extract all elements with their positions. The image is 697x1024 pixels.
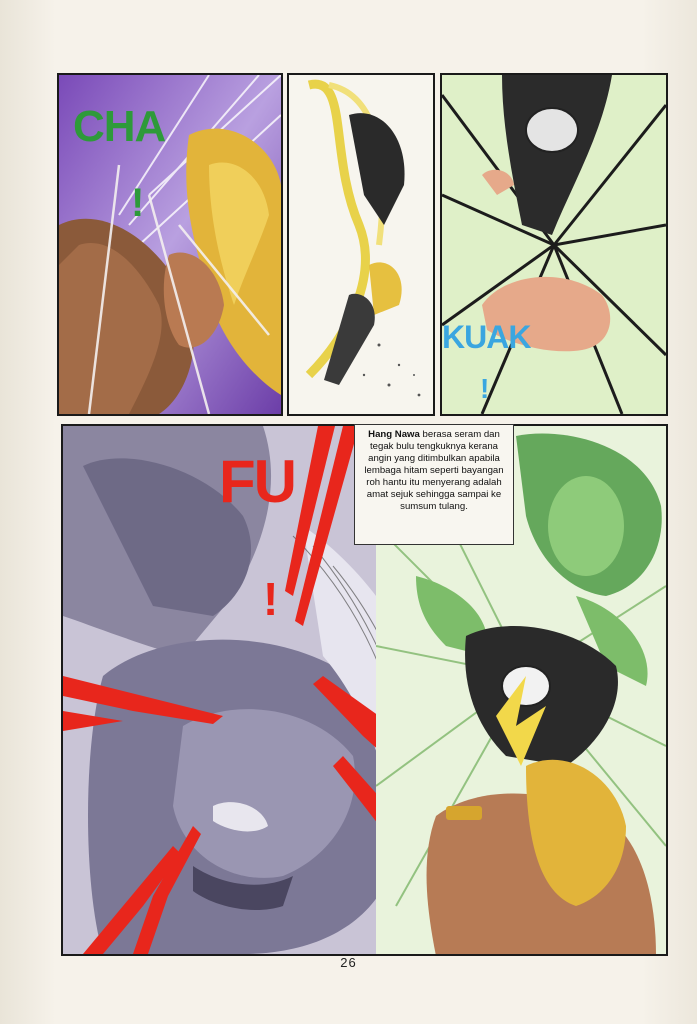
panel-3-art — [442, 75, 666, 414]
panel-1 — [57, 73, 283, 416]
sfx-fu-exclaim: ! — [263, 573, 279, 625]
sfx-fu: FU — [219, 448, 295, 515]
caption-speaker: Hang Nawa — [368, 429, 420, 440]
panel-2-art — [289, 75, 433, 414]
panel-2 — [287, 73, 435, 416]
caption-box — [354, 424, 514, 545]
panel-3 — [440, 73, 668, 416]
sfx-kuak: KUAK — [442, 319, 531, 355]
sfx-kuak-exclaim: ! — [480, 373, 490, 404]
sfx-cha: CHA — [73, 102, 166, 151]
page-number: 26 — [340, 955, 357, 970]
sfx-cha-exclaim: ! — [131, 181, 145, 225]
caption-text: berasa seram dan tegak bulu tengkuknya kerana angin yang ditimbulkan apabila lembaga hitam seperti bayangan roh hantu itu menyerang adalah amat sejuk sehingga sampai ke sumsum tulang. — [364, 429, 504, 512]
